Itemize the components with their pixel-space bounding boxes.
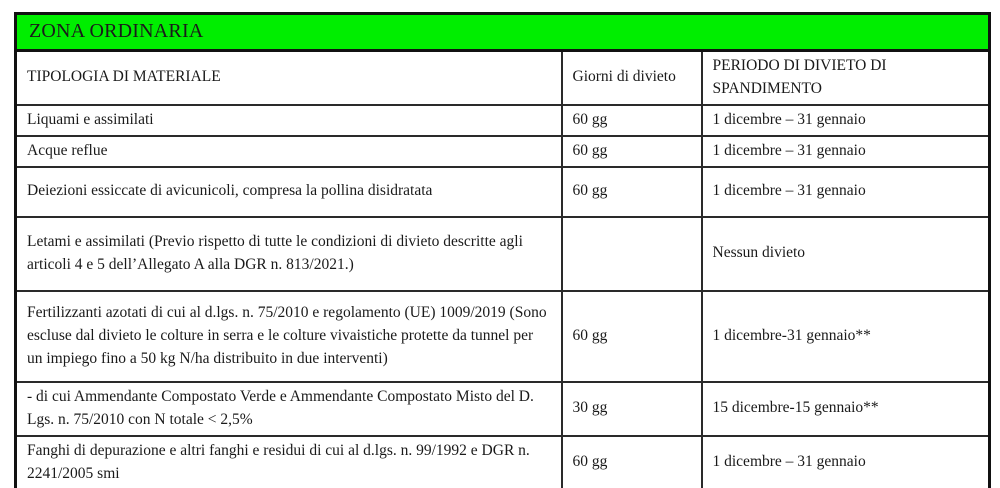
table-row: [16, 105, 990, 136]
days-cell: 60 gg: [562, 105, 702, 136]
period-cell: 1 dicembre – 31 gennaio: [702, 436, 990, 488]
period-cell: 1 dicembre – 31 gennaio: [702, 167, 990, 217]
material-cell: Letami e assimilati (Previo rispetto di tutte le condizioni di divieto descritte agli articoli 4 e 5 dell’Allegato A alla DGR n. 813/2021.): [16, 217, 562, 291]
column-header-days: Giorni di divieto: [562, 51, 702, 105]
column-header-period: PERIODO DI DIVIETO DI SPANDIMENTO: [702, 51, 990, 105]
period-cell: 1 dicembre – 31 gennaio: [702, 136, 990, 167]
material-cell: Acque reflue: [16, 136, 562, 167]
days-cell: 60 gg: [562, 291, 702, 382]
table-row: [16, 436, 990, 488]
days-cell: 30 gg: [562, 382, 702, 436]
period-cell: 1 dicembre – 31 gennaio: [702, 105, 990, 136]
table-row: [16, 382, 990, 436]
table-header-row: [16, 51, 990, 105]
period-cell: 1 dicembre-31 gennaio**: [702, 291, 990, 382]
period-cell: 15 dicembre-15 gennaio**: [702, 382, 990, 436]
column-header-material: TIPOLOGIA DI MATERIALE: [16, 51, 562, 105]
days-cell: [562, 217, 702, 291]
days-cell: 60 gg: [562, 136, 702, 167]
table-row: [16, 136, 990, 167]
days-cell: 60 gg: [562, 167, 702, 217]
material-cell: Deiezioni essiccate di avicunicoli, compresa la pollina disidratata: [16, 167, 562, 217]
days-cell: 60 gg: [562, 436, 702, 488]
material-cell: Liquami e assimilati: [16, 105, 562, 136]
zona-ordinaria-table: [14, 12, 991, 488]
material-cell: Fanghi di depurazione e altri fanghi e residui di cui al d.lgs. n. 99/1992 e DGR n. 2241/2005 smi: [16, 436, 562, 488]
material-cell: Fertilizzanti azotati di cui al d.lgs. n. 75/2010 e regolamento (UE) 1009/2019 (Sono escluse dal divieto le colture in serra e le colture vivaistiche protette da tunnel per un impiego fino a 50 kg N/ha distribuito in due interventi): [16, 291, 562, 382]
period-cell: Nessun divieto: [702, 217, 990, 291]
table-title-row: [16, 14, 990, 51]
table-row: [16, 291, 990, 382]
table-title: ZONA ORDINARIA: [16, 14, 990, 51]
table-row: [16, 217, 990, 291]
table-row: [16, 167, 990, 217]
material-cell: - di cui Ammendante Compostato Verde e Ammendante Compostato Misto del D. Lgs. n. 75/2010 con N totale < 2,5%: [16, 382, 562, 436]
